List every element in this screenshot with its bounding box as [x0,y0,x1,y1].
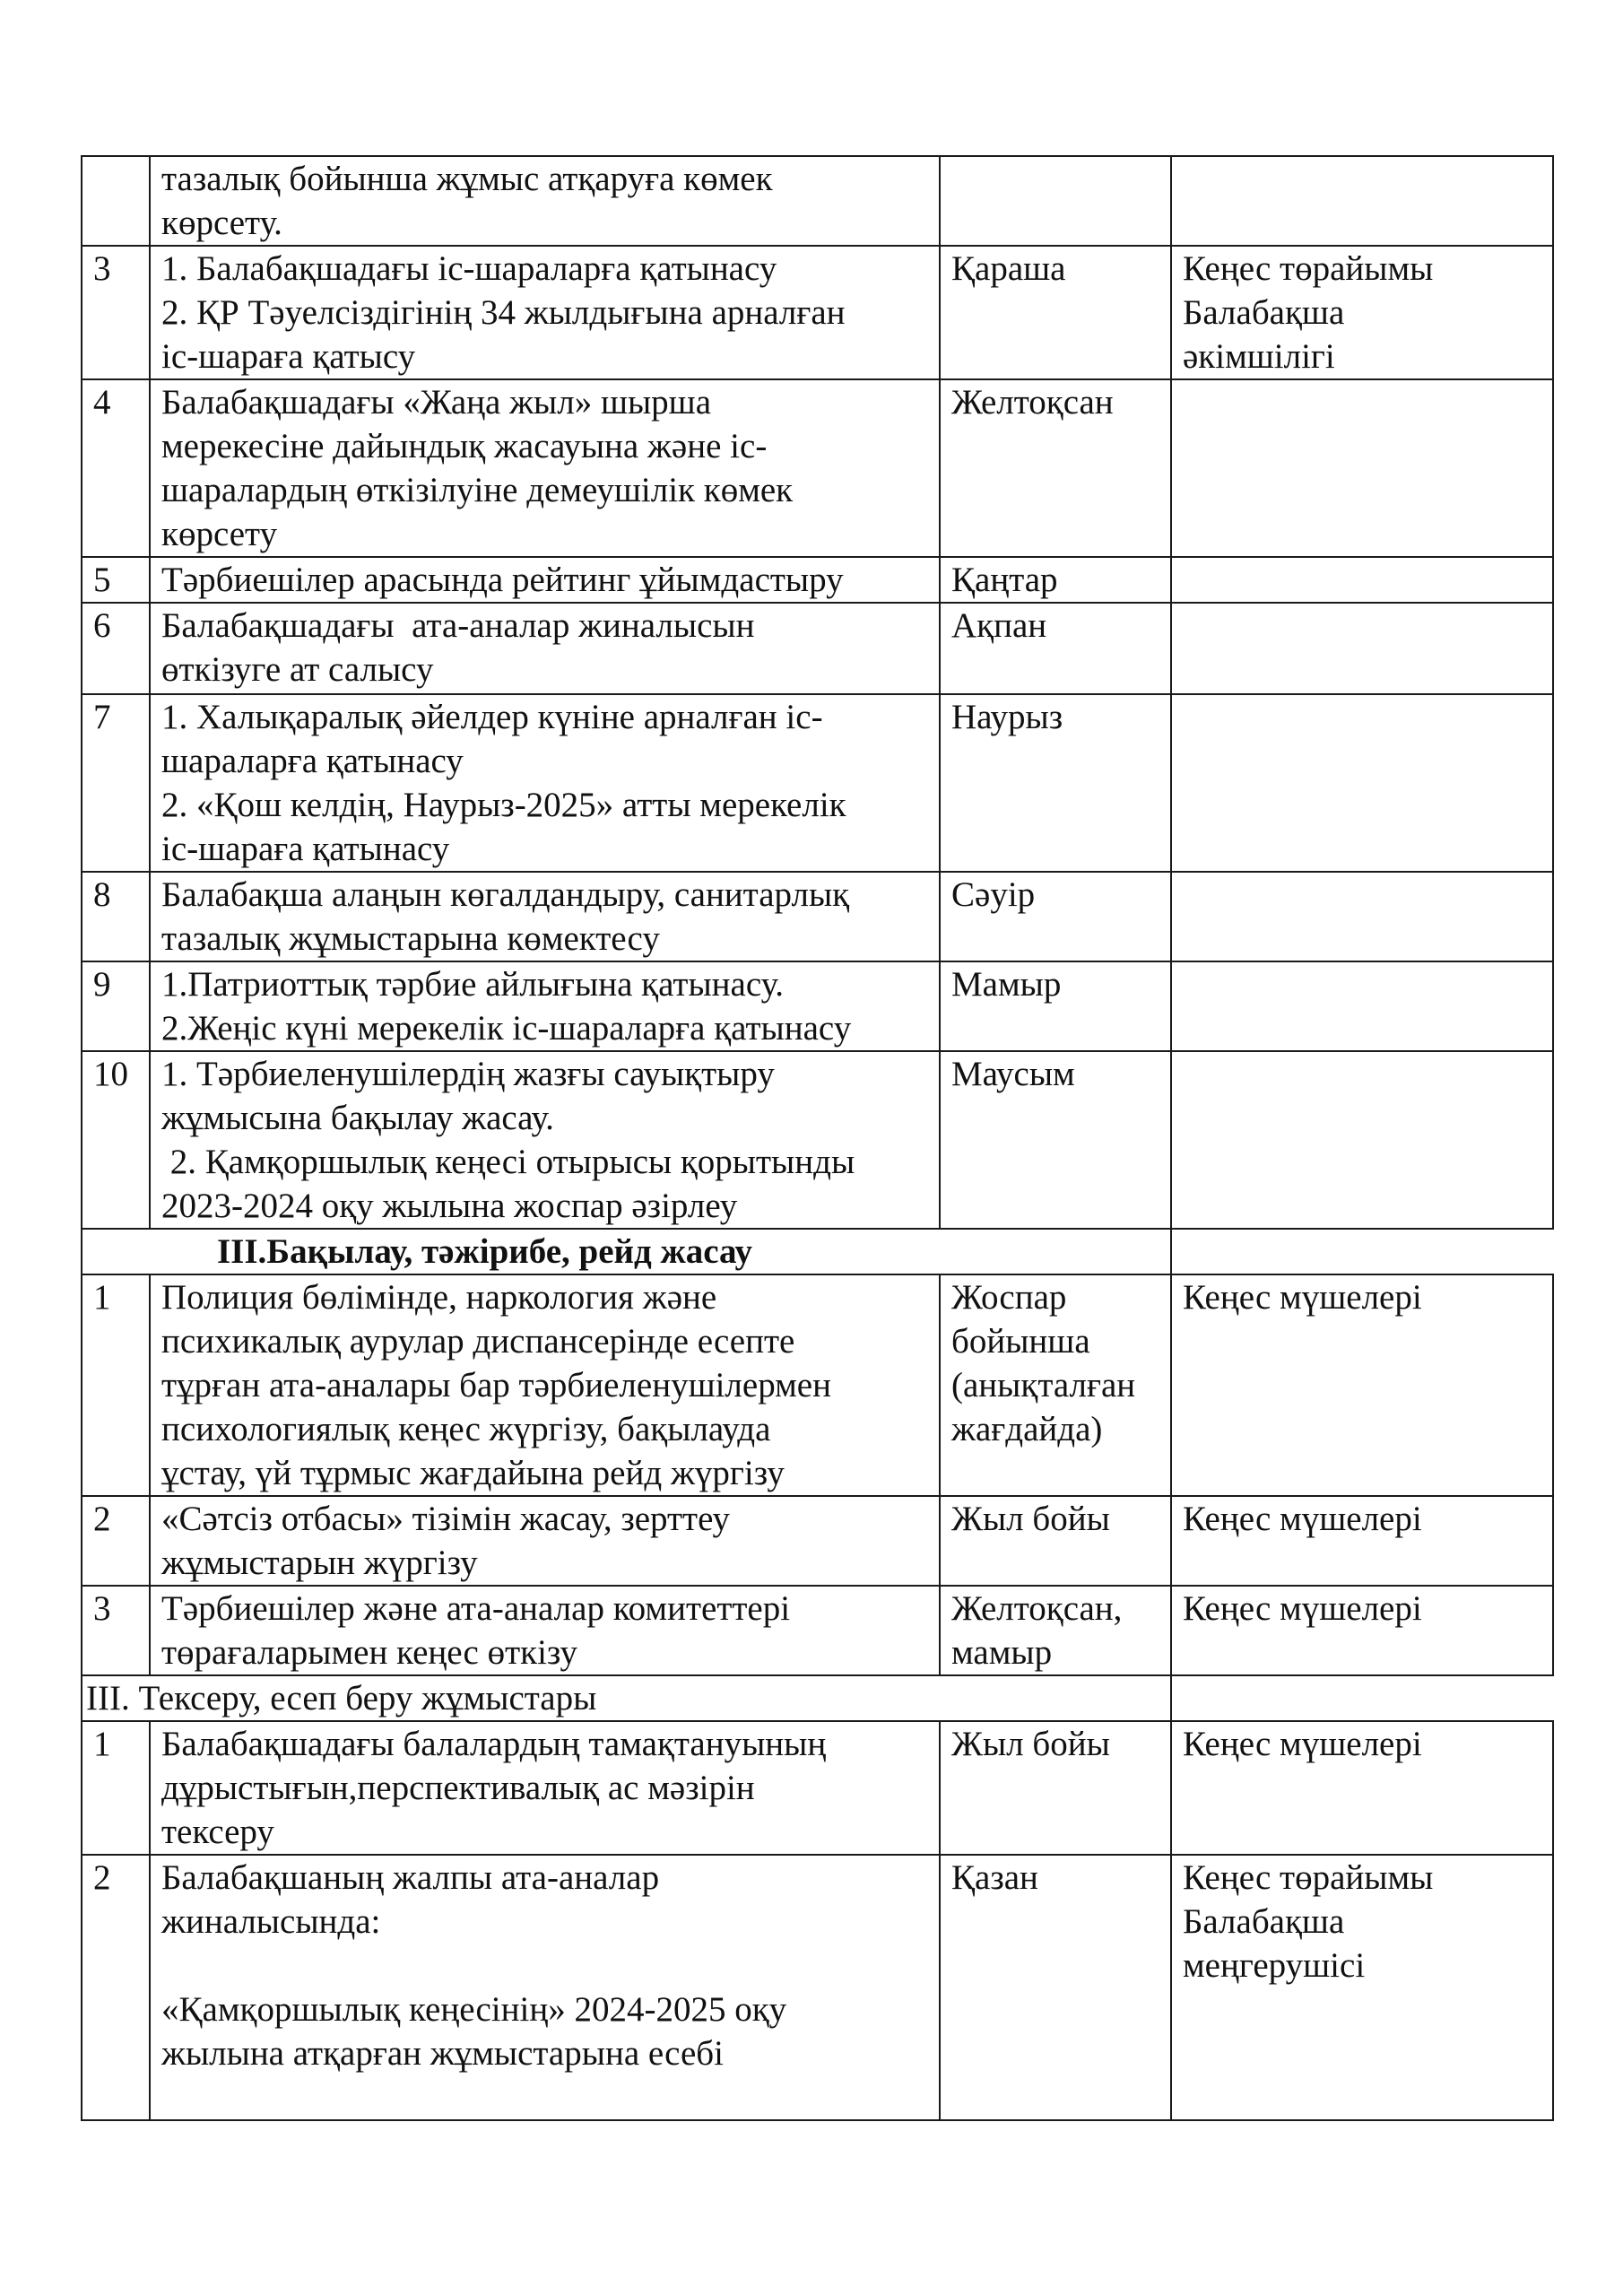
row-responsible [1171,1855,1553,2120]
row-number-text: 1 [93,1725,111,1763]
row-description-line: көрсету. [161,204,282,242]
row-deadline-line: бойынша [951,1322,1090,1361]
table-row [82,379,1553,557]
row-responsible [1171,603,1553,694]
row-deadline [940,1586,1171,1675]
section-title: ІІІ. Тексеру, есеп беру жұмыстары [82,1675,1171,1721]
row-description-line: шаралардың өткізілуіне демеушілік көмек [161,471,794,509]
row-description [150,379,940,557]
row-number [82,246,150,379]
row-description-line: тазалық бойынша жұмыс атқаруға көмек [161,160,773,198]
row-description-line: ұстау, үй тұрмыс жағдайына рейд жүргізу [161,1454,785,1492]
row-deadline-line: Жыл бойы [951,1500,1110,1538]
row-number-text: 3 [93,249,111,288]
row-number-text: 3 [93,1589,111,1628]
row-responsible [1171,1274,1553,1496]
row-number [82,156,150,246]
row-responsible-line: Кеңес мүшелері [1183,1725,1422,1763]
row-responsible [1171,1586,1553,1675]
row-description-line: 2. «Қош келдің, Наурыз-2025» атты мерекелік [161,786,846,824]
row-description-line: психикалық аурулар диспансерінде есепте [161,1322,795,1361]
plan-table [81,155,1554,2121]
row-responsible [1171,872,1553,961]
row-description-line: іс-шараға қатысу [161,337,416,376]
row-description [150,961,940,1051]
row-number [82,603,150,694]
row-description [150,1274,940,1496]
row-description-line: төрағаларымен кеңес өткізу [161,1633,578,1672]
row-deadline [940,603,1171,694]
row-description-line: 1. Балабақшадағы іс-шараларға қатынасу [161,249,777,288]
section-blank-cell [1171,1675,1553,1721]
row-deadline [940,1051,1171,1229]
table-row [82,1586,1553,1675]
row-deadline [940,246,1171,379]
row-description-line: 1. Тәрбиеленушілердің жазғы сауықтыру [161,1055,775,1093]
row-responsible [1171,694,1553,872]
row-description-line: 2.Жеңіс күні мерекелік іс-шараларға қатынасу [161,1009,852,1048]
row-responsible-line: Кеңес төрайымы [1183,1858,1434,1897]
row-description-line: іс-шараға қатынасу [161,830,450,868]
row-responsible-line: Балабақша [1183,1902,1345,1941]
table-row [82,603,1553,694]
row-number [82,1586,150,1675]
row-responsible [1171,1721,1553,1855]
row-number [82,1721,150,1855]
row-description-line: 2. ҚР Тәуелсіздігінің 34 жылдығына арналған [161,293,846,332]
table-row [82,694,1553,872]
row-description-line [161,1944,930,1987]
row-description-line: психологиялық кеңес жүргізу, бақылауда [161,1410,771,1448]
row-number-text: 2 [93,1858,111,1897]
row-deadline-line: Қазан [951,1858,1038,1897]
table-row [82,1496,1553,1586]
row-description-line: 2. Қамқоршылық кеңесі отырысы қорытынды [161,1143,855,1181]
row-number-text: 6 [93,606,111,645]
row-number [82,1496,150,1586]
section-header-review [82,1675,1553,1721]
row-description [150,1051,940,1229]
row-responsible-line: меңгерушісі [1183,1946,1366,1985]
row-description-line: тексеру [161,1813,274,1851]
row-deadline-line: Ақпан [951,606,1047,645]
row-description-line: 2023-2024 оқу жылына жоспар әзірлеу [161,1187,738,1225]
row-number [82,1274,150,1496]
section-blank-cell [1171,1229,1553,1274]
row-responsible [1171,1051,1553,1229]
row-deadline [940,1721,1171,1855]
table-row [82,1721,1553,1855]
row-description [150,603,940,694]
section-title: ІІІ.Бақылау, тәжірибе, рейд жасау [82,1229,1171,1274]
row-deadline-line: Желтоқсан [951,383,1114,422]
row-responsible-line: Кеңес мүшелері [1183,1278,1422,1317]
row-responsible [1171,961,1553,1051]
row-deadline-line: Жоспар [951,1278,1067,1317]
row-description-line: шараларға қатынасу [161,742,464,780]
row-number-text: 7 [93,698,111,736]
row-deadline [940,156,1171,246]
row-responsible-line: Кеңес мүшелері [1183,1589,1422,1628]
row-responsible [1171,246,1553,379]
row-deadline-line: жағдайда) [951,1410,1103,1448]
table-row [82,246,1553,379]
row-description-line: Балабақшаның жалпы ата-аналар [161,1858,660,1897]
row-number [82,961,150,1051]
row-deadline [940,1274,1171,1496]
row-description [150,1721,940,1855]
row-description-line: Тәрбиешілер арасында рейтинг ұйымдастыру [161,561,844,599]
row-description-line: дұрыстығын,перспективалық ас мәзірін [161,1769,755,1807]
row-description-line: 1.Патриоттық тәрбие айлығына қатынасу. [161,965,785,1004]
row-description-line: Балабақшадағы балалардың тамақтануының [161,1725,827,1763]
row-deadline-line: Желтоқсан, [951,1589,1123,1628]
row-deadline [940,1496,1171,1586]
row-description [150,694,940,872]
table-row [82,1855,1553,2120]
table-row [82,557,1553,603]
row-number-text: 5 [93,561,111,599]
row-deadline [940,1855,1171,2120]
row-description-line: жұмыстарын жүргізу [161,1544,478,1582]
row-number [82,557,150,603]
row-description [150,156,940,246]
row-number [82,872,150,961]
row-description-line: 1. Халықаралық әйелдер күніне арналған іс- [161,698,823,736]
row-responsible [1171,156,1553,246]
row-description-line: Балабақша алаңын көгалдандыру, санитарлық [161,875,850,914]
row-description [150,1496,940,1586]
row-deadline-line: Жыл бойы [951,1725,1110,1763]
row-number-text: 10 [93,1055,128,1093]
row-description [150,872,940,961]
row-description-line: «Сәтсіз отбасы» тізімін жасау, зерттеу [161,1500,730,1538]
row-number-text: 4 [93,383,111,422]
row-deadline-line: Маусым [951,1055,1075,1093]
row-deadline [940,379,1171,557]
plan-table-body [82,156,1553,2120]
row-responsible-line: Кеңес төрайымы [1183,249,1434,288]
row-responsible [1171,1496,1553,1586]
row-deadline [940,694,1171,872]
row-description-line: тұрған ата-аналары бар тәрбиеленушілермен [161,1366,831,1405]
row-responsible [1171,557,1553,603]
row-description [150,557,940,603]
row-description-line: жиналысында: [161,1902,381,1941]
row-description-line: мерекесіне дайындық жасауына және іс- [161,427,768,465]
row-description-line: Балабақшадағы «Жаңа жыл» шырша [161,383,712,422]
row-deadline [940,872,1171,961]
row-description-line: Полиция бөлімінде, наркология және [161,1278,717,1317]
row-deadline-line: Сәуір [951,875,1036,914]
row-deadline-line: Қараша [951,249,1066,288]
row-description [150,246,940,379]
row-description [150,1855,940,2120]
row-responsible-line: әкімшілігі [1183,337,1335,376]
row-number [82,694,150,872]
row-description-line: «Қамқоршылық кеңесінің» 2024-2025 оқу [161,1990,787,2029]
row-number-text: 8 [93,875,111,914]
row-number-text: 1 [93,1278,111,1317]
row-description-line: көрсету [161,515,278,553]
row-description-line: жылына атқарған жұмыстарына есебі [161,2034,724,2073]
table-row [82,961,1553,1051]
row-description [150,1586,940,1675]
row-responsible [1171,379,1553,557]
row-description-line: жұмысына бақылау жасау. [161,1099,554,1137]
row-number [82,1855,150,2120]
row-deadline [940,557,1171,603]
row-number-text: 9 [93,965,111,1004]
row-description-line: Балабақшадағы ата-аналар жиналысын [161,606,755,645]
row-deadline-line: Қаңтар [951,561,1058,599]
row-deadline [940,961,1171,1051]
row-responsible-line: Балабақша [1183,293,1345,332]
table-row [82,156,1553,246]
table-row [82,1274,1553,1496]
row-deadline-line: Наурыз [951,698,1063,736]
row-deadline-line: мамыр [951,1633,1053,1672]
row-number [82,1051,150,1229]
table-row [82,872,1553,961]
row-number-text: 2 [93,1500,111,1538]
row-responsible-line: Кеңес мүшелері [1183,1500,1422,1538]
row-description-line: Тәрбиешілер және ата-аналар комитеттері [161,1589,791,1628]
section-header-control [82,1229,1553,1274]
row-deadline-line: Мамыр [951,965,1062,1004]
table-row [82,1051,1553,1229]
row-number [82,379,150,557]
row-description-line: өткізуге ат салысу [161,650,434,689]
row-description-line: тазалық жұмыстарына көмектесу [161,919,660,958]
row-deadline-line: (анықталған [951,1366,1136,1405]
